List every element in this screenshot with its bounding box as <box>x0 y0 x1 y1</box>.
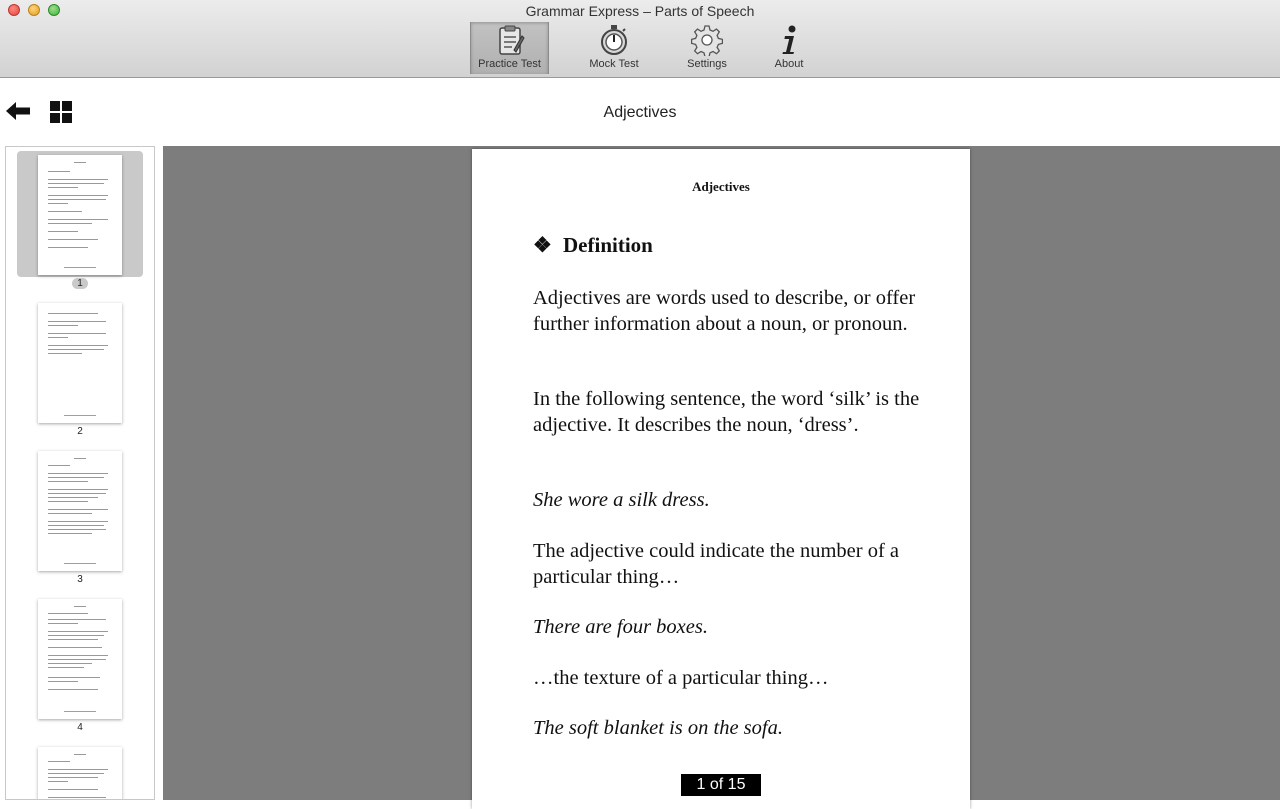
thumbnail-page-number: 1 <box>6 278 154 289</box>
paragraph: The adjective could indicate the number of a particular thing… <box>533 540 899 588</box>
thumbnail-item[interactable] <box>6 595 154 735</box>
paragraph: …the texture of a particular thing… <box>533 667 829 689</box>
thumbnail-page <box>38 303 122 423</box>
example-sentence: The soft blanket is on the sofa. <box>533 717 783 739</box>
thumbnail-item[interactable] <box>6 151 154 291</box>
toolbar-mock-test-button[interactable] <box>580 22 648 74</box>
paragraph: In the following sentence, the word ‘silk’ is the adjective. It describes the noun, ‘dress’. <box>533 388 920 436</box>
thumbnail-item[interactable] <box>6 447 154 587</box>
thumbnail-page <box>38 451 122 571</box>
stopwatch-icon <box>598 24 630 56</box>
thumbnail-item[interactable] <box>6 299 154 439</box>
thumbnail-page <box>38 747 122 800</box>
document-page <box>472 149 970 809</box>
toolbar-settings-label: Settings <box>687 58 727 70</box>
example-sentence: There are four boxes. <box>533 616 708 638</box>
toolbar-practice-test-button[interactable] <box>470 22 549 74</box>
gear-icon <box>691 24 723 56</box>
thumbnail-page <box>38 599 122 719</box>
document-title: Adjectives <box>692 179 750 194</box>
section-heading-text: Definition <box>563 233 653 257</box>
toolbar-about-label: About <box>774 58 804 70</box>
section-heading <box>533 233 653 258</box>
toolbar-settings-button[interactable] <box>678 22 736 74</box>
thumbnail-page-number: 2 <box>77 426 83 437</box>
window-title: Grammar Express – Parts of Speech <box>525 3 755 19</box>
document-viewer[interactable] <box>163 146 1280 800</box>
page-title: Adjectives <box>603 104 677 121</box>
clipboard-icon <box>494 24 526 56</box>
thumbnail-sidebar[interactable] <box>5 146 155 800</box>
thumbnail-page-number: 3 <box>77 574 83 585</box>
navigation-bar <box>0 78 1280 145</box>
thumbnail-item[interactable] <box>6 743 154 800</box>
thumbnail-page-number: 4 <box>77 722 83 733</box>
page-indicator: 1 of 15 <box>681 774 761 796</box>
window-titlebar <box>0 0 1280 78</box>
toolbar-about-button[interactable] <box>766 22 812 74</box>
paragraph: Adjectives are words used to describe, or offer further information about a noun, or pronoun. <box>533 287 916 335</box>
example-sentence: She wore a silk dress. <box>533 489 710 511</box>
toolbar-mock-test-label: Mock Test <box>589 58 639 70</box>
toolbar-practice-test-label: Practice Test <box>478 58 541 70</box>
info-icon <box>773 24 805 56</box>
thumbnail-page <box>38 155 122 275</box>
diamond-bullet-icon: ❖ <box>533 233 552 257</box>
